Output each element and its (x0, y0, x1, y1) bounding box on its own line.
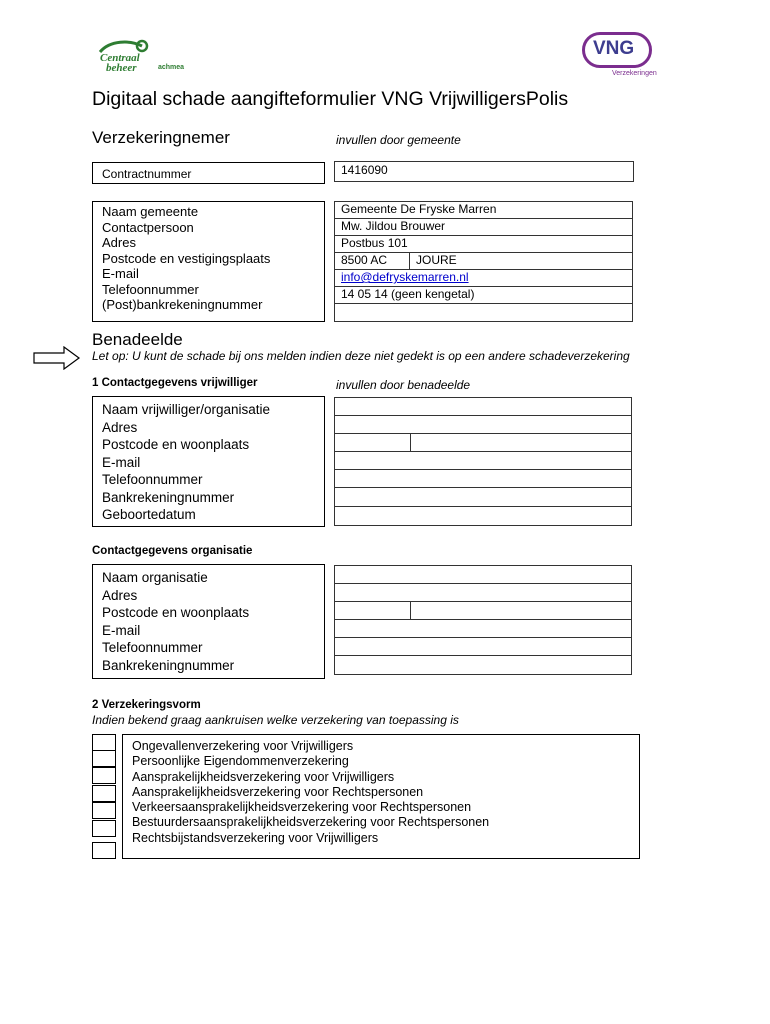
logo-left-brand: achmea (158, 64, 185, 71)
option-aansprakelijkheid-vrijwilligers: Aansprakelijkheidsverzekering voor Vrijwilligers (132, 769, 395, 784)
field-organisatie-telefoon[interactable] (334, 637, 632, 656)
label-postcode-woonplaats: Postcode en woonplaats (102, 437, 250, 452)
benadeelde-note: Let op: U kunt de schade bij ons melden indien deze niet gedekt is op een andere schadeverzekering (92, 349, 630, 363)
vrijwilliger-label-list (102, 401, 270, 524)
field-vrijwilliger-postcode[interactable] (334, 433, 411, 452)
field-postcode[interactable]: 8500 AC (334, 252, 410, 270)
label-telefoonnummer: Telefoonnummer (102, 472, 203, 487)
label-bankrekeningnummer: Bankrekeningnummer (102, 489, 235, 505)
label-email: E-mail (102, 266, 139, 281)
label-contactpersoon: Contactpersoon (102, 219, 194, 235)
gemeente-note: invullen door gemeente (336, 133, 461, 147)
field-vestigingsplaats[interactable]: JOURE (409, 252, 633, 270)
label-bankrekeningnummer: Bankrekeningnummer (102, 657, 235, 673)
label-naam-vrijwilliger: Naam vrijwilliger/organisatie (102, 402, 271, 417)
label-naam-gemeente: Naam gemeente (102, 204, 199, 219)
email-link[interactable]: info@defryskemarren.nl (341, 270, 469, 284)
section-vrijwilliger-heading: 1 Contactgegevens vrijwilliger (92, 377, 258, 389)
section-organisatie-heading: Contactgegevens organisatie (92, 545, 253, 557)
field-bankrekeningnummer[interactable] (334, 303, 633, 322)
section-verzekeringsvorm-heading: 2 Verzekeringsvorm (92, 699, 201, 711)
field-naam-organisatie[interactable] (334, 565, 632, 584)
vrijwilliger-labels-box (92, 396, 325, 527)
field-organisatie-bank[interactable] (334, 655, 632, 675)
verzekeringsvorm-note: Indien bekend graag aankruisen welke verzekering van toepassing is (92, 713, 459, 727)
option-aansprakelijkheid-rechtspersonen: Aansprakelijkheidsverzekering voor Rechtspersonen (132, 784, 424, 799)
field-vrijwilliger-geboortedatum[interactable] (334, 506, 632, 526)
organisatie-label-list (102, 569, 249, 674)
field-contactpersoon[interactable]: Mw. Jildou Brouwer (334, 218, 633, 236)
checkbox-verkeersaansprakelijkheid[interactable] (92, 802, 116, 819)
field-vrijwilliger-email[interactable] (334, 451, 632, 470)
field-organisatie-adres[interactable] (334, 583, 632, 602)
page-title: Digitaal schade aangifteformulier VNG VrijwilligersPolis (92, 88, 569, 110)
option-ongevallen: Ongevallenverzekering voor Vrijwilligers (132, 739, 354, 753)
vng-logo (580, 30, 670, 80)
logo-left-line1: Centraal (100, 52, 140, 64)
label-email: E-mail (102, 454, 141, 470)
checkbox-bestuurdersaansprakelijkheid[interactable] (92, 820, 116, 837)
contract-label: Contractnummer (102, 167, 192, 181)
checkbox-ongevallen[interactable] (92, 734, 116, 751)
label-postcode-woonplaats: Postcode en woonplaats (102, 605, 250, 620)
checkbox-eigendommen[interactable] (92, 750, 116, 767)
label-geboortedatum: Geboortedatum (102, 507, 196, 522)
field-naam-vrijwilliger[interactable] (334, 397, 632, 416)
option-verkeersaansprakelijkheid: Verkeersaansprakelijkheidsverzekering voor Rechtspersonen (132, 800, 472, 815)
organisatie-labels-box (92, 564, 325, 679)
label-adres: Adres (102, 419, 138, 435)
arrow-right-icon (32, 346, 82, 370)
field-adres[interactable]: Postbus 101 (334, 235, 633, 253)
label-email: E-mail (102, 622, 141, 638)
benadeelde-fill-note: invullen door benadeelde (336, 378, 471, 392)
gemeente-label-list (102, 204, 270, 313)
field-naam-gemeente[interactable]: Gemeente De Fryske Marren (334, 201, 633, 219)
section-verzekeringnemer-heading: Verzekeringnemer (92, 128, 230, 147)
label-telefoonnummer: Telefoonnummer (102, 281, 199, 297)
field-vrijwilliger-bank[interactable] (334, 487, 632, 507)
field-organisatie-woonplaats[interactable] (410, 601, 632, 620)
label-telefoonnummer: Telefoonnummer (102, 640, 203, 655)
verzekeringsvorm-options-box (122, 734, 640, 859)
label-bankrekeningnummer: (Post)bankrekeningnummer (102, 297, 263, 312)
field-email[interactable] (334, 269, 633, 287)
label-naam-organisatie: Naam organisatie (102, 570, 208, 585)
option-eigendommen: Persoonlijke Eigendommenverzekering (132, 754, 349, 769)
label-adres: Adres (102, 235, 136, 250)
option-rechtsbijstand: Rechtsbijstandsverzekering voor Vrijwilligers (132, 830, 379, 845)
field-vrijwilliger-telefoon[interactable] (334, 469, 632, 488)
logo-left-line2: beheer (106, 62, 137, 74)
field-organisatie-postcode[interactable] (334, 601, 411, 620)
label-adres: Adres (102, 587, 138, 603)
gemeente-labels-box (92, 201, 325, 322)
centraal-beheer-logo (96, 38, 206, 78)
section-benadeelde-heading: Benadeelde (92, 330, 183, 349)
checkbox-rechtsbijstand[interactable] (92, 842, 116, 859)
option-bestuurdersaansprakelijkheid: Bestuurdersaansprakelijkheidsverzekering voor Rechtspersonen (132, 815, 490, 830)
field-organisatie-email[interactable] (334, 619, 632, 638)
vng-logo-text: VNG (593, 38, 635, 59)
field-vrijwilliger-adres[interactable] (334, 415, 632, 434)
field-telefoonnummer[interactable]: 14 05 14 (geen kengetal) (334, 286, 633, 304)
contract-number-field[interactable]: 1416090 (334, 161, 634, 182)
label-postcode-vestigingsplaats: Postcode en vestigingsplaats (102, 250, 271, 266)
checkbox-aansprakelijkheid-vrijwilligers[interactable] (92, 767, 116, 784)
verzekeringsvorm-option-list (132, 739, 489, 846)
contract-label-box (92, 162, 325, 184)
vng-logo-sub: Verzekeringen (612, 70, 657, 77)
field-vrijwilliger-woonplaats[interactable] (410, 433, 632, 452)
checkbox-aansprakelijkheid-rechtspersonen[interactable] (92, 785, 116, 802)
